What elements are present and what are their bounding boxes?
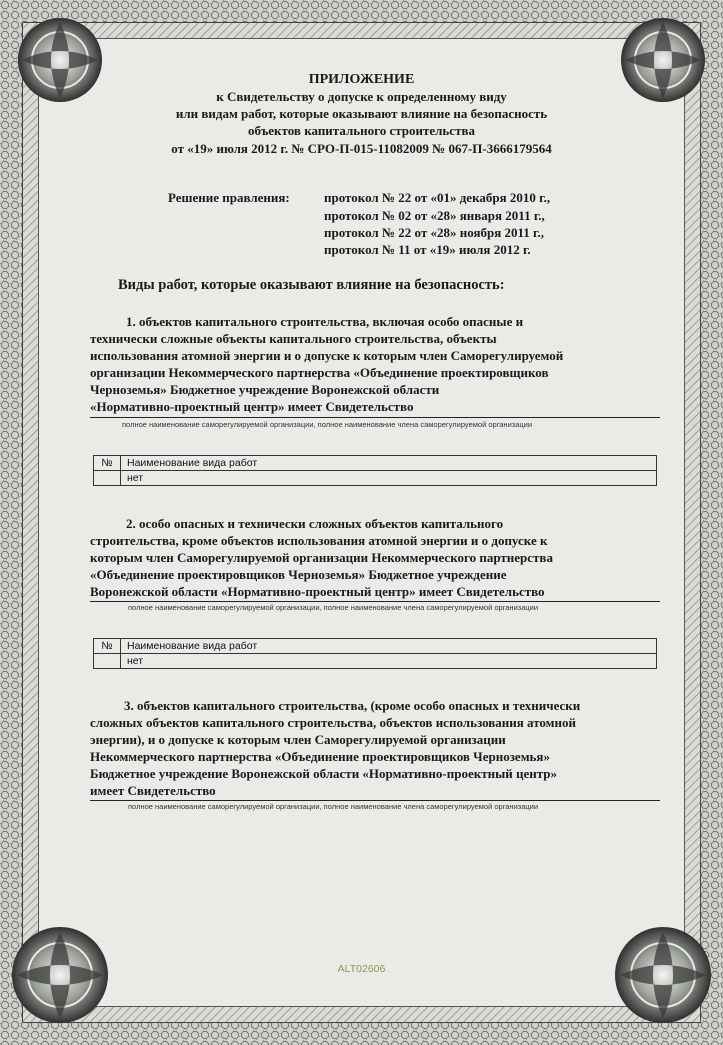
table-num-cell: [94, 654, 121, 669]
header-line-2: или видам работ, которые оказывают влияние на безопасность: [175, 106, 548, 121]
decision-protocol: протокол № 22 от «01» декабря 2010 г.,: [324, 190, 551, 205]
section-2-works-table: [93, 638, 657, 669]
table-row: [94, 654, 657, 669]
section-2-line: строительства, кроме объектов использования атомной энергии и о допуске к: [90, 533, 548, 548]
section-3-line: Некоммерческого партнерства «Объединение проектировщиков Черноземья»: [90, 749, 550, 764]
table-header-row: [94, 456, 657, 471]
table-value-cell: нет: [121, 654, 657, 669]
document-title: ПРИЛОЖЕНИЕ: [308, 72, 415, 87]
section-2-underline: [90, 601, 660, 602]
table-num-header: №: [94, 456, 121, 471]
decision-label: Решение правления:: [168, 190, 290, 205]
section-3-line: имеет Свидетельство: [90, 783, 216, 798]
section-1-line: «Нормативно-проектный центр» имеет Свидетельство: [90, 399, 414, 414]
decision-protocol: протокол № 11 от «19» июля 2012 г.: [324, 242, 531, 257]
section-2-line: которым член Саморегулируемой организации Некоммерческого партнерства: [90, 550, 553, 565]
section-1-line: 1. объектов капитального строительства, включая особо опасные и: [126, 314, 524, 329]
table-num-cell: [94, 471, 121, 486]
table-header-row: [94, 639, 657, 654]
section-1-caption: полное наименование саморегулируемой организации, полное наименование члена саморегулируемой организации: [122, 420, 533, 429]
corner-ornament-bottom-left: [12, 927, 108, 1023]
table-num-header: №: [94, 639, 121, 654]
header-line-1: к Свидетельству о допуске к определенному виду: [216, 89, 507, 104]
table-row: [94, 471, 657, 486]
section-3-line: энергии), и о допуске к которым член Саморегулируемой организации: [90, 732, 506, 747]
header-line-3: объектов капитального строительства: [248, 123, 475, 138]
header-line-4: от «19» июля 2012 г. № СРО-П-015-11082009 № 067-П-3666179564: [171, 141, 552, 156]
section-2-line: 2. особо опасных и технически сложных объектов капитального: [126, 516, 504, 531]
decision-protocol: протокол № 22 от «28» ноября 2011 г.,: [324, 225, 544, 240]
section-1-underline: [90, 417, 660, 418]
section-1-line: организации Некоммерческого партнерства «Объединение проектировщиков: [90, 365, 549, 380]
section-2-line: «Объединение проектировщиков Черноземья» Бюджетное учреждение: [90, 567, 507, 582]
section-3-caption: полное наименование саморегулируемой организации, полное наименование члена саморегулируемой организации: [128, 802, 539, 811]
section-2-line: Воронежской области «Нормативно-проектный центр» имеет Свидетельство: [90, 584, 545, 599]
section-1-line: технически сложные объекты капитального строительства, объекты: [90, 331, 497, 346]
decision-protocol: протокол № 02 от «28» января 2011 г.,: [324, 208, 545, 223]
section-2-caption: полное наименование саморегулируемой организации, полное наименование члена саморегулируемой организации: [128, 603, 539, 612]
section-1-works-table: [93, 455, 657, 486]
section-3-line: 3. объектов капитального строительства, (кроме особо опасных и технически: [124, 698, 581, 713]
section-1-line: использования атомной энергии и о допуске к которым член Саморегулируемой: [90, 348, 564, 363]
table-value-cell: нет: [121, 471, 657, 486]
section-title: Виды работ, которые оказывают влияние на безопасность:: [118, 277, 505, 293]
section-1-line: Черноземья» Бюджетное учреждение Воронежской области: [90, 382, 440, 397]
serial-number: ALT02606: [337, 963, 386, 975]
section-3-underline: [90, 800, 660, 801]
table-name-header: Наименование вида работ: [121, 456, 657, 471]
table-name-header: Наименование вида работ: [121, 639, 657, 654]
corner-ornament-bottom-right: [615, 927, 711, 1023]
section-3-line: Бюджетное учреждение Воронежской области «Нормативно-проектный центр»: [90, 766, 557, 781]
section-3-line: сложных объектов капитального строительства, объектов использования атомной: [90, 715, 577, 730]
